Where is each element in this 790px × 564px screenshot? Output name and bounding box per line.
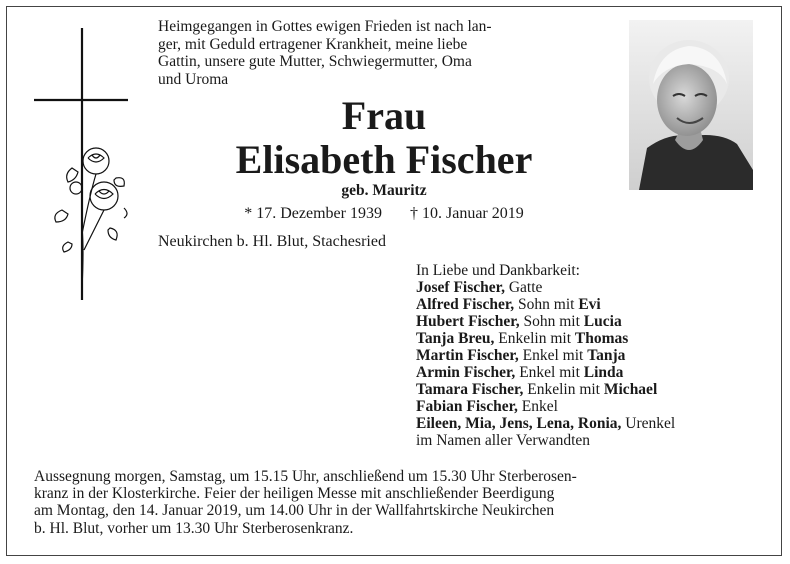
deceased-name: Elisabeth Fischer [235,137,533,182]
service-line: b. Hl. Blut, vorher um 13.30 Uhr Sterberosenkranz. [34,519,354,537]
family-list [416,262,776,449]
maiden-name: geb. Mauritz [341,182,427,199]
member-name: Josef Fischer, [416,279,505,296]
intro-line: und Uroma [158,70,229,88]
member-relation: Enkel mit [518,347,588,364]
member-name: Martin Fischer, [416,347,519,364]
death-date: † 10. Januar 2019 [409,205,524,222]
member-name: Tamara Fischer, [416,381,524,398]
service-line: Aussegnung morgen, Samstag, um 15.15 Uhr, anschließend um 15.30 Uhr Sterberosen- [34,468,577,485]
member-partner: Tanja [587,347,626,364]
member-name: Alfred Fischer, [416,296,515,313]
family-member [416,347,776,364]
member-name: Fabian Fischer, [416,398,518,415]
member-name: Armin Fischer, [416,364,516,381]
member-relation: Enkelin mit [494,330,575,347]
service-line: am Montag, den 14. Januar 2019, um 14.00 Uhr in der Wallfahrtskirche Neukirchen [34,502,555,520]
family-member [416,279,776,296]
funeral-service-info [34,468,754,537]
member-relation: Sohn mit [519,313,584,330]
member-partner: Linda [583,364,624,381]
intro-text [158,18,610,88]
member-name: Hubert Fischer, [416,313,520,330]
family-member [416,330,776,347]
deceased-name-block [158,94,610,182]
member-partner: Michael [603,381,658,398]
family-member [416,313,776,330]
intro-line: ger, mit Geduld ertragener Krankheit, meine liebe [158,35,468,53]
portrait-photo [629,20,753,190]
birth-date: * 17. Dezember 1939 [244,205,382,222]
member-partner: Thomas [574,330,629,347]
member-name: Tanja Breu, [416,330,495,347]
family-member [416,364,776,381]
cross-with-roses-icon [32,28,132,300]
family-member [416,381,776,398]
member-relation: Gatte [504,279,543,296]
intro-line: Gattin, unsere gute Mutter, Schwiegermutter, Oma [158,53,472,70]
member-partner: Lucia [583,313,622,330]
service-line: kranz in der Klosterkirche. Feier der heiligen Messe mit anschließender Beerdigung [34,485,555,503]
member-name: Eileen, Mia, Jens, Lena, Ronia, [416,415,622,432]
family-intro: In Liebe und Dankbarkeit: [416,262,580,279]
family-member [416,296,776,313]
member-relation: Enkel mit [515,364,584,381]
life-dates [158,204,610,224]
member-relation: Enkelin mit [523,381,604,398]
family-outro: im Namen aller Verwandten [416,432,591,449]
member-relation: Urenkel [621,415,676,432]
member-relation: Enkel [517,398,558,415]
member-relation: Sohn mit [514,296,579,313]
residence-place: Neukirchen b. Hl. Blut, Stachesried [158,233,386,250]
member-partner: Evi [578,296,601,313]
honorific: Frau [341,93,427,138]
family-member [416,398,776,415]
family-member [416,415,776,432]
intro-line: Heimgegangen in Gottes ewigen Frieden ist nach lan- [158,18,492,35]
